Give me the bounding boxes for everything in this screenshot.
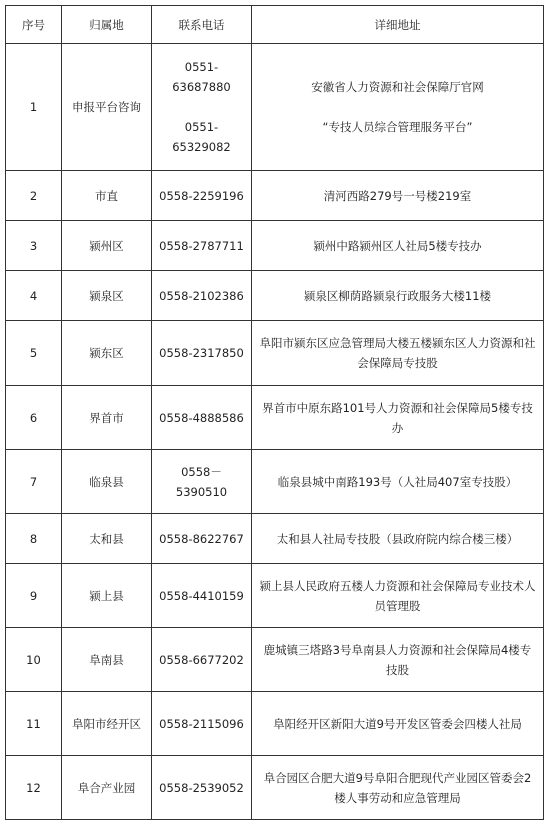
header-no: 序号: [6, 6, 62, 44]
cell-phone: 0558-2317850: [152, 321, 252, 386]
cell-phone: 0558-8622767: [152, 514, 252, 564]
table-row: [6, 564, 544, 628]
cell-no: 10: [6, 628, 62, 692]
cell-phone: 0558-4888586: [152, 386, 252, 450]
table-row: [6, 221, 544, 271]
cell-no: 11: [6, 692, 62, 756]
cell-no: 7: [6, 450, 62, 514]
cell-no: 8: [6, 514, 62, 564]
cell-area: 颍上县: [62, 564, 152, 628]
cell-area: 界首市: [62, 386, 152, 450]
cell-no: 2: [6, 171, 62, 221]
cell-phone: 0558-4410159: [152, 564, 252, 628]
cell-address: [252, 44, 544, 171]
header-phone: 联系电话: [152, 6, 252, 44]
cell-phone: 0558-2787711: [152, 221, 252, 271]
cell-no: 9: [6, 564, 62, 628]
cell-area: 阜南县: [62, 628, 152, 692]
cell-area: 颍东区: [62, 321, 152, 386]
cell-phone: 0558-6677202: [152, 628, 252, 692]
cell-address: 阜合园区合肥大道9号阜阳合肥现代产业园区管委会2楼人事劳动和应急管理局: [252, 756, 544, 820]
phone-line: 0551-: [184, 60, 219, 74]
cell-address: 颍上县人民政府五楼人力资源和社会保障局专业技术人员管理股: [252, 564, 544, 628]
cell-phone: 0558-2259196: [152, 171, 252, 221]
cell-address: 太和县人社局专技股（县政府院内综合楼三楼）: [252, 514, 544, 564]
cell-area: 太和县: [62, 514, 152, 564]
cell-address: 临泉县城中南路193号（人社局407室专技股）: [252, 450, 544, 514]
table-row: [6, 628, 544, 692]
cell-area: 颍泉区: [62, 271, 152, 321]
table-row: [6, 514, 544, 564]
cell-no: 12: [6, 756, 62, 820]
phone-line: 5390510: [175, 484, 228, 499]
cell-area: 颍州区: [62, 221, 152, 271]
phone-line: 0558－: [181, 464, 222, 479]
table-row: [6, 44, 544, 171]
cell-no: 1: [6, 44, 62, 171]
cell-phone: 0558-2115096: [152, 692, 252, 756]
table-row: [6, 692, 544, 756]
cell-phone: 0558-2539052: [152, 756, 252, 820]
cell-no: 5: [6, 321, 62, 386]
table-row: [6, 450, 544, 514]
cell-phone: [152, 450, 252, 514]
cell-phone: 0558-2102386: [152, 271, 252, 321]
cell-no: 6: [6, 386, 62, 450]
phone-line: 65329082: [172, 140, 231, 154]
table-row: [6, 756, 544, 820]
address-line: 安徽省人力资源和社会保障厅官网: [311, 80, 484, 94]
cell-address: 阜阳市颍东区应急管理局大楼五楼颍东区人力资源和社会保障局专技股: [252, 321, 544, 386]
header-address: 详细地址: [252, 6, 544, 44]
cell-no: 3: [6, 221, 62, 271]
cell-area: 临泉县: [62, 450, 152, 514]
phone-line: 63687880: [172, 80, 231, 94]
cell-address: 颍泉区柳荫路颍泉行政服务大楼11楼: [252, 271, 544, 321]
table-row: [6, 171, 544, 221]
table-header-row: [6, 6, 544, 44]
phone-line: 0551-: [184, 120, 219, 134]
cell-area: 阜阳市经开区: [62, 692, 152, 756]
cell-address: 清河西路279号一号楼219室: [252, 171, 544, 221]
cell-address: 阜阳经开区新阳大道9号开发区管委会四楼人社局: [252, 692, 544, 756]
header-area: 归属地: [62, 6, 152, 44]
cell-address: 颍州中路颍州区人社局5楼专技办: [252, 221, 544, 271]
cell-area: 申报平台咨询: [62, 44, 152, 171]
cell-address: 鹿城镇三塔路3号阜南县人力资源和社会保障局4楼专技股: [252, 628, 544, 692]
cell-area: 阜合产业园: [62, 756, 152, 820]
cell-area: 市直: [62, 171, 152, 221]
cell-phone: [152, 44, 252, 171]
table-row: [6, 386, 544, 450]
cell-address: 界首市中原东路101号人力资源和社会保障局5楼专技办: [252, 386, 544, 450]
address-line: “专技人员综合管理服务平台”: [322, 120, 473, 134]
contact-table: [5, 5, 544, 820]
cell-no: 4: [6, 271, 62, 321]
table-row: [6, 271, 544, 321]
table-row: [6, 321, 544, 386]
